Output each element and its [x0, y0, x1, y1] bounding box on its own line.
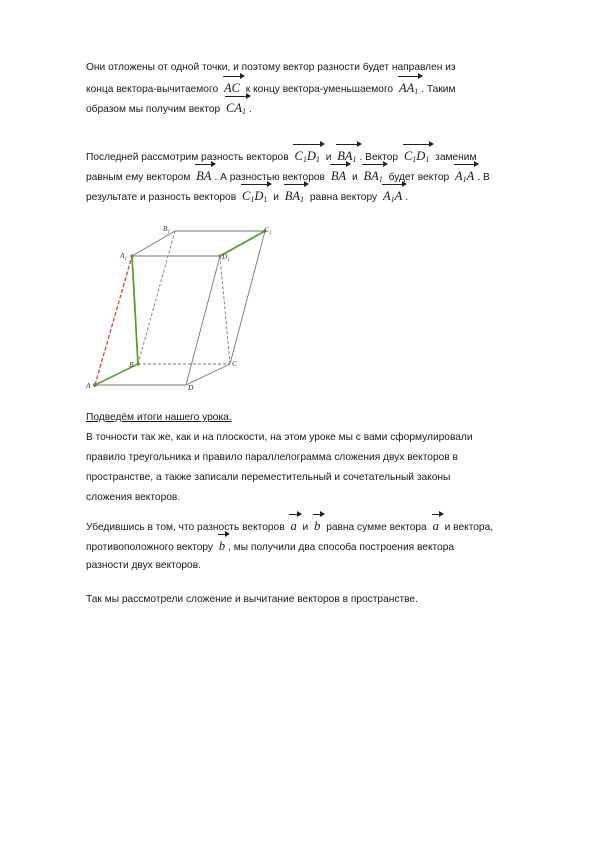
vector-ca1: $CA_1$: [224, 98, 248, 122]
text-line: конца вектора-вычитаемого AC к концу вектора-уменьшаемого $AA_1$ . Таким: [86, 78, 556, 98]
vector-ac: AC: [222, 78, 242, 98]
vertex-a: [93, 383, 97, 387]
label-a1: $A_1$: [120, 251, 128, 262]
vector-aa1: $AA_1$: [397, 78, 420, 102]
vector-a-a1-red: [95, 256, 132, 385]
paragraph-two-methods: [86, 516, 556, 576]
text-line: равным ему вектором BA . А разностью векторов BA и $BA_1$ будет вектор $A_1A$ . В: [86, 166, 556, 186]
vector-c1d1: $C_1D_1$: [292, 146, 321, 170]
vertex-a1: [130, 254, 133, 257]
summary-section: [86, 408, 556, 508]
vector-a: a: [431, 516, 441, 536]
label-d1: $D_1$: [222, 252, 230, 263]
vector-ba1: $BA_1$: [361, 166, 384, 190]
vector-ba: BA: [194, 166, 213, 186]
paragraph-last-difference: [86, 146, 556, 206]
text-line: сложения векторов.: [86, 492, 181, 503]
label-a: A: [86, 381, 91, 390]
text-line: Убедившись в том, что разность векторов a и b равна сумме вектора a и вектора,: [86, 516, 556, 536]
vector-a1-b-green: [132, 256, 138, 364]
edge-c-c1: [230, 231, 265, 364]
text-line: Они отложены от одной точки, и поэтому вектор разности будет направлен из: [86, 62, 456, 73]
label-b1: $B_1$: [163, 224, 171, 235]
text-line: образом мы получим вектор $CA_1$ .: [86, 98, 556, 118]
label-b: B: [129, 360, 134, 369]
vector-b: b: [217, 536, 227, 556]
paragraph-vector-difference: [86, 58, 556, 118]
text-line: В точности так же, как и на плоскости, на этом уроке мы с вами сформулировали: [86, 432, 473, 443]
vector-b: b: [312, 516, 322, 536]
parallelepiped-figure: [80, 220, 280, 395]
edge-c-d1: [220, 256, 230, 364]
label-c: C: [232, 359, 238, 368]
text-line: Так мы рассмотрели сложение и вычитание векторов в пространстве.: [86, 594, 418, 605]
edge-d-d1: [186, 256, 220, 385]
text-line: Последней рассмотрим разность векторов $C_1D_1$ и $BA_1$ . Вектор $C_1D_1$ заменим: [86, 146, 556, 166]
vector-a: a: [288, 516, 298, 536]
label-d: D: [188, 383, 194, 392]
vector-ba1: $BA_1$: [335, 146, 358, 170]
text-line: правило треугольника и правило параллелограмма сложения двух векторов в: [86, 452, 458, 463]
vertex-b: [136, 362, 139, 365]
text-line: противоположного вектору b , мы получили два способа построения вектора: [86, 536, 556, 556]
label-c1: $C_1$: [264, 225, 272, 236]
vector-a1a: $A_1A$: [453, 166, 476, 190]
vector-a1a: $A_1A$: [381, 186, 404, 210]
text-line: пространстве, а также записали переместительный и сочетательный законы: [86, 472, 451, 483]
paragraph-conclusion: [86, 590, 556, 610]
vector-ba: BA: [329, 166, 348, 186]
text-line: разности двух векторов.: [86, 560, 201, 571]
summary-heading: Подведём итоги нашего урока.: [86, 412, 232, 423]
text-line: результате и разность векторов $C_1D_1$ и $BA_1$ равна вектору $A_1A$ .: [86, 186, 556, 206]
edge-d-c: [186, 364, 230, 385]
vector-c1d1: $C_1D_1$: [402, 146, 431, 170]
edge-b-b1: [138, 231, 175, 364]
vector-ba1: $BA_1$: [283, 186, 306, 210]
vector-c1d1: $C_1D_1$: [240, 186, 269, 210]
